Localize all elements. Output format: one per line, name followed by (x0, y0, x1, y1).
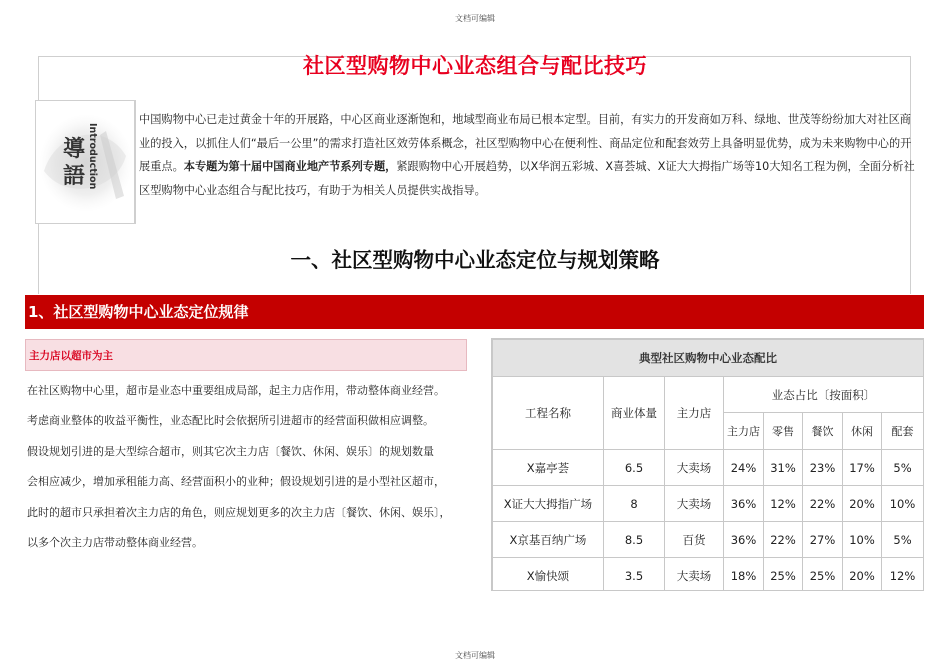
table-row (493, 558, 924, 592)
table-caption: 典型社区购物中心业态配比 (493, 340, 924, 377)
introduction-badge (35, 100, 135, 224)
cell-ratio: 12% (764, 486, 803, 522)
header-ratio-group: 业态占比〔按面积〕 (724, 377, 924, 413)
header-project: 工程名称 (493, 377, 604, 450)
subhead-box (25, 339, 467, 371)
intro-divider (135, 100, 136, 224)
header-ratio-facilities: 配套 (882, 413, 924, 450)
cell-ratio: 10% (882, 486, 924, 522)
section-title: 一、社区型购物中心业态定位与规划策略 (290, 248, 660, 272)
intro-text-before: 中国购物中心已走过黄金十年的开展路，中心区商业逐渐饱和，地域型商业布局已根本定型。目前，有实力的开发商如万科、绿地、世茂等纷纷加大对社区商业的投入，以抓住人们“最后一公里”的需求打造社区效劳体系概念，社区型购物中心在便利性、商品定位和配套效劳上具备明显优势，成为未来购物中心的开展重点。 (139, 113, 912, 174)
header-anchor: 主力店 (665, 377, 724, 450)
table-row (493, 486, 924, 522)
header-ratio-leisure: 休闲 (843, 413, 882, 450)
subsection-bar-label: 1、社区型购物中心业态定位规律 (28, 303, 249, 321)
body-paragraph (27, 376, 473, 558)
cell-anchor: 大卖场 (665, 558, 724, 592)
cell-project: X证大大拇指广场 (493, 486, 604, 522)
body-line: 考虑商业整体的收益平衡性，业态配比时会依据所引进超市的经营面积做相应调整。 (27, 414, 434, 428)
cell-ratio: 24% (724, 450, 764, 486)
cell-ratio: 31% (764, 450, 803, 486)
introduction-badge-word: Introduction (87, 123, 98, 190)
cell-project: X愉快颂 (493, 558, 604, 592)
cell-ratio: 27% (803, 522, 843, 558)
body-line: 此时的超市只承担着次主力店的角色，则应规划更多的次主力店〔餐饮、休闲、娱乐〕， (27, 505, 451, 519)
subhead-label: 主力店以超市为主 (29, 350, 113, 362)
body-line: 会相应减少，增加承租能力高、经营面积小的业种；假设规划引进的是小型社区超市， (27, 475, 445, 489)
cell-project: X京基百纳广场 (493, 522, 604, 558)
header-ratio-retail: 零售 (764, 413, 803, 450)
header-ratio-dining: 餐饮 (803, 413, 843, 450)
introduction-badge-graphic (36, 101, 134, 223)
cell-ratio: 5% (882, 450, 924, 486)
intro-text-after: 紧跟购物中心开展趋势，以X华润五彩城、X喜荟城、X证大大拇指广场等10大知名工程为例，全面分析社区型购物中心业态组合与配比技巧，有助于为相关人员提供实战指导。 (139, 160, 915, 198)
body-line: 在社区购物中心里，超市是业态中重要组成局部，起主力店作用，带动整体商业经营。 (27, 384, 445, 397)
cell-ratio: 18% (724, 558, 764, 592)
cell-ratio: 12% (882, 558, 924, 592)
cell-ratio: 25% (803, 558, 843, 592)
cell-ratio: 20% (843, 558, 882, 592)
cell-anchor: 大卖场 (665, 450, 724, 486)
table-row (493, 450, 924, 486)
header-volume: 商业体量 (604, 377, 665, 450)
cell-ratio: 20% (843, 486, 882, 522)
cell-volume: 8.5 (604, 522, 665, 558)
header-note: 文档可编辑 (455, 14, 495, 23)
table-row (493, 522, 924, 558)
intro-paragraph (139, 108, 915, 203)
ratio-table-wrap (491, 338, 924, 591)
cell-project: X嘉亭荟 (493, 450, 604, 486)
cell-ratio: 5% (882, 522, 924, 558)
cell-ratio: 23% (803, 450, 843, 486)
cell-ratio: 36% (724, 486, 764, 522)
intro-text-strong: 本专题为第十届中国商业地产节系列专题， (183, 160, 397, 174)
body-line: 以多个次主力店带动整体商业经营。 (27, 536, 203, 550)
cell-ratio: 36% (724, 522, 764, 558)
cell-ratio: 25% (764, 558, 803, 592)
subsection-bar (25, 295, 924, 329)
introduction-badge-char-2: 語 (62, 163, 86, 189)
ratio-table (492, 339, 924, 591)
cell-anchor: 百货 (665, 522, 724, 558)
header-ratio-anchor: 主力店 (724, 413, 764, 450)
cell-ratio: 10% (843, 522, 882, 558)
cell-volume: 8 (604, 486, 665, 522)
cell-volume: 3.5 (604, 558, 665, 592)
cell-ratio: 22% (764, 522, 803, 558)
cell-anchor: 大卖场 (665, 486, 724, 522)
page-title: 社区型购物中心业态组合与配比技巧 (303, 54, 647, 78)
footer-note: 文档可编辑 (455, 651, 495, 660)
cell-volume: 6.5 (604, 450, 665, 486)
cell-ratio: 22% (803, 486, 843, 522)
cell-ratio: 17% (843, 450, 882, 486)
body-line: 假设规划引进的是大型综合超市，则其它次主力店〔餐饮、休闲、娱乐〕的规划数量 (27, 444, 434, 458)
introduction-badge-char-1: 導 (62, 136, 86, 162)
